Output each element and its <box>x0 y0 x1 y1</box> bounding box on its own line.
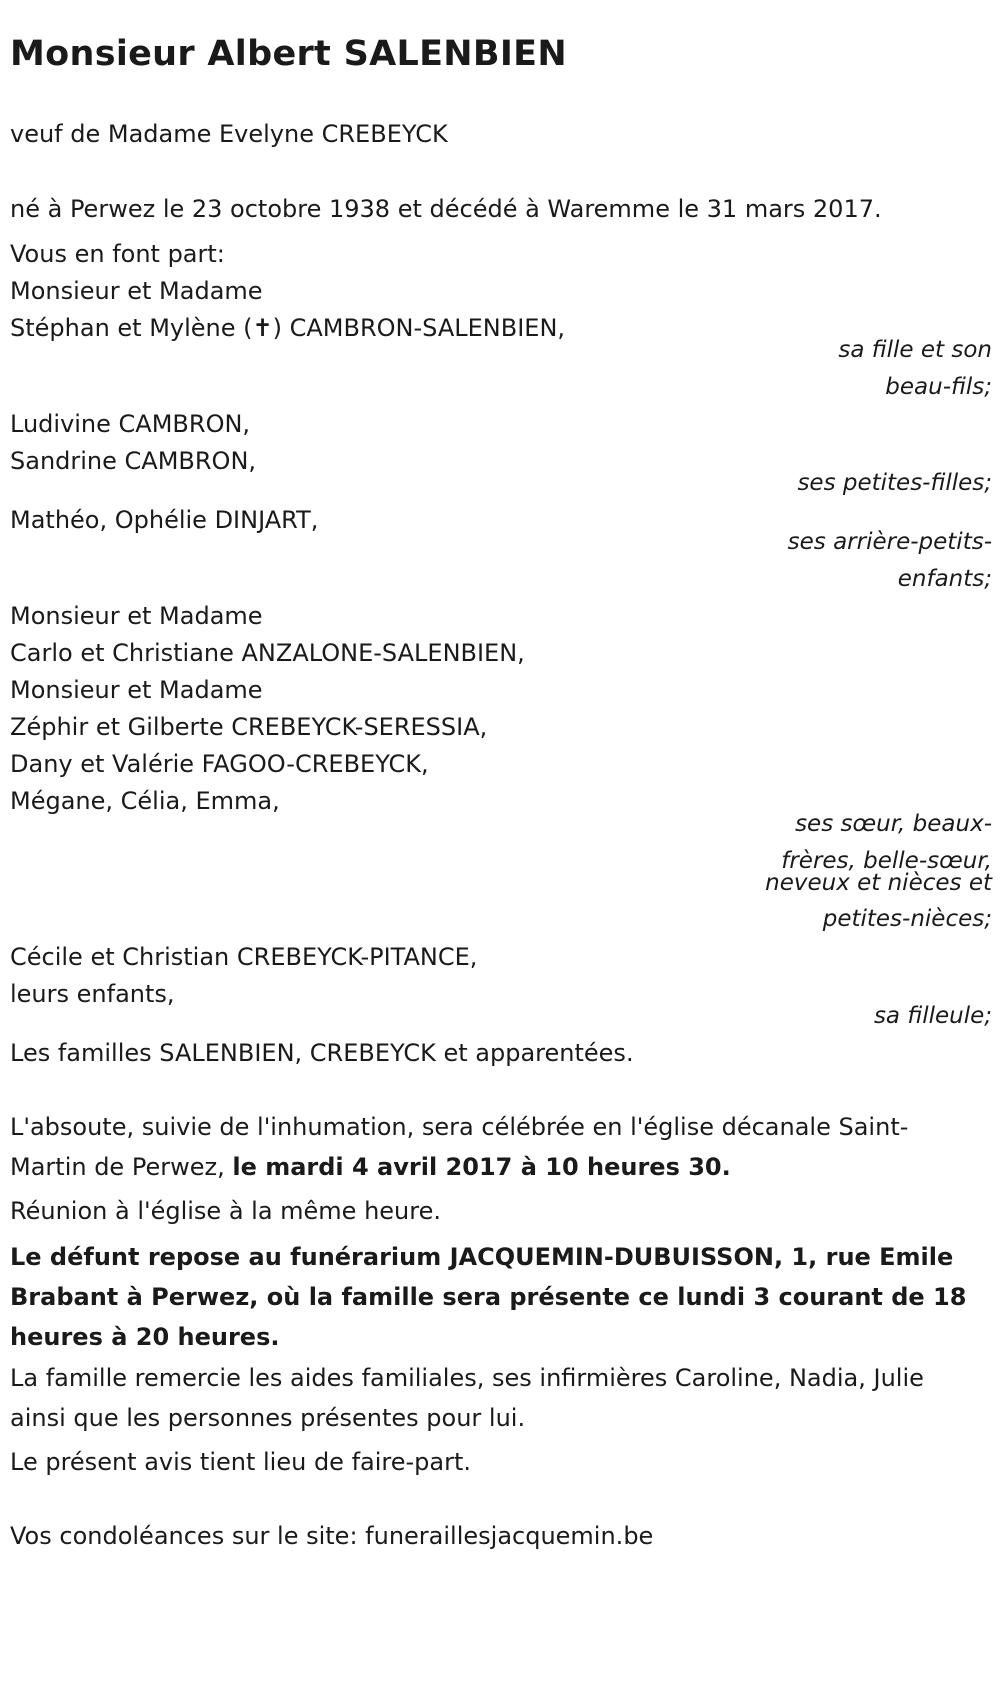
relationship-label: sa fille et son <box>838 337 992 363</box>
birth-death-line: né à Perwez le 23 octobre 1938 et décédé à Waremme le 31 mars 2017. <box>10 195 882 223</box>
family-line: Mégane, Célia, Emma, <box>10 787 280 815</box>
family-line: Monsieur et Madame <box>10 277 263 305</box>
deceased-name-heading: Monsieur Albert SALENBIEN <box>10 34 567 74</box>
family-line: Cécile et Christian CREBEYCK-PITANCE, <box>10 943 478 971</box>
family-line: Monsieur et Madame <box>10 602 263 630</box>
condolences-line: Vos condoléances sur le site: funeraillesjacquemin.be <box>10 1522 654 1550</box>
relationship-label: neveux et nièces et <box>765 870 992 896</box>
family-line: Dany et Valérie FAGOO-CREBEYCK, <box>10 750 429 778</box>
relationship-label: enfants; <box>897 566 992 592</box>
family-line: Ludivine CAMBRON, <box>10 410 251 438</box>
thanks-paragraph: La famille remercie les aides familiales, ses infirmières Caroline, Nadia, Julie ainsi que les personnes présentes pour lui. <box>10 1364 924 1432</box>
families-line: Les familles SALENBIEN, CREBEYCK et apparentées. <box>10 1039 634 1067</box>
family-line: Monsieur et Madame <box>10 676 263 704</box>
family-line: Stéphan et Mylène (✝) CAMBRON-SALENBIEN, <box>10 314 566 342</box>
relationship-label: ses sœur, beaux- <box>795 811 992 837</box>
family-line: Sandrine CAMBRON, <box>10 447 257 475</box>
family-line: Mathéo, Ophélie DINJART, <box>10 506 319 534</box>
relationship-label: ses arrière-petits- <box>787 529 992 555</box>
ceremony-text: L'absoute, suivie de l'inhumation, sera célébrée en l'église décanale Saint-Martin de Perwez, <box>10 1113 909 1181</box>
meeting-line: Réunion à l'église à la même heure. <box>10 1197 441 1225</box>
relationship-label: ses petites-filles; <box>797 470 992 496</box>
relationship-label: petites-nièces; <box>822 906 992 932</box>
family-line: Zéphir et Gilberte CREBEYCK-SERESSIA, <box>10 713 488 741</box>
announcers-intro: Vous en font part: <box>10 240 225 268</box>
ceremony-date: le mardi 4 avril 2017 à 10 heures 30. <box>232 1153 731 1181</box>
relationship-label: frères, belle-sœur, <box>781 848 992 874</box>
family-line: leurs enfants, <box>10 980 175 1008</box>
widow-of-line: veuf de Madame Evelyne CREBEYCK <box>10 120 448 148</box>
relationship-label: beau-fils; <box>885 374 992 400</box>
ceremony-paragraph <box>10 1107 982 1187</box>
family-line: Carlo et Christiane ANZALONE-SALENBIEN, <box>10 639 525 667</box>
notice-line: Le présent avis tient lieu de faire-part. <box>10 1448 472 1476</box>
relationship-label: sa filleule; <box>873 1003 992 1029</box>
funerarium-paragraph: Le défunt repose au funérarium JACQUEMIN-DUBUISSON, 1, rue Emile Brabant à Perwez, où la famille sera présente ce lundi 3 courant de 18 heures à 20 heures. <box>10 1243 967 1351</box>
